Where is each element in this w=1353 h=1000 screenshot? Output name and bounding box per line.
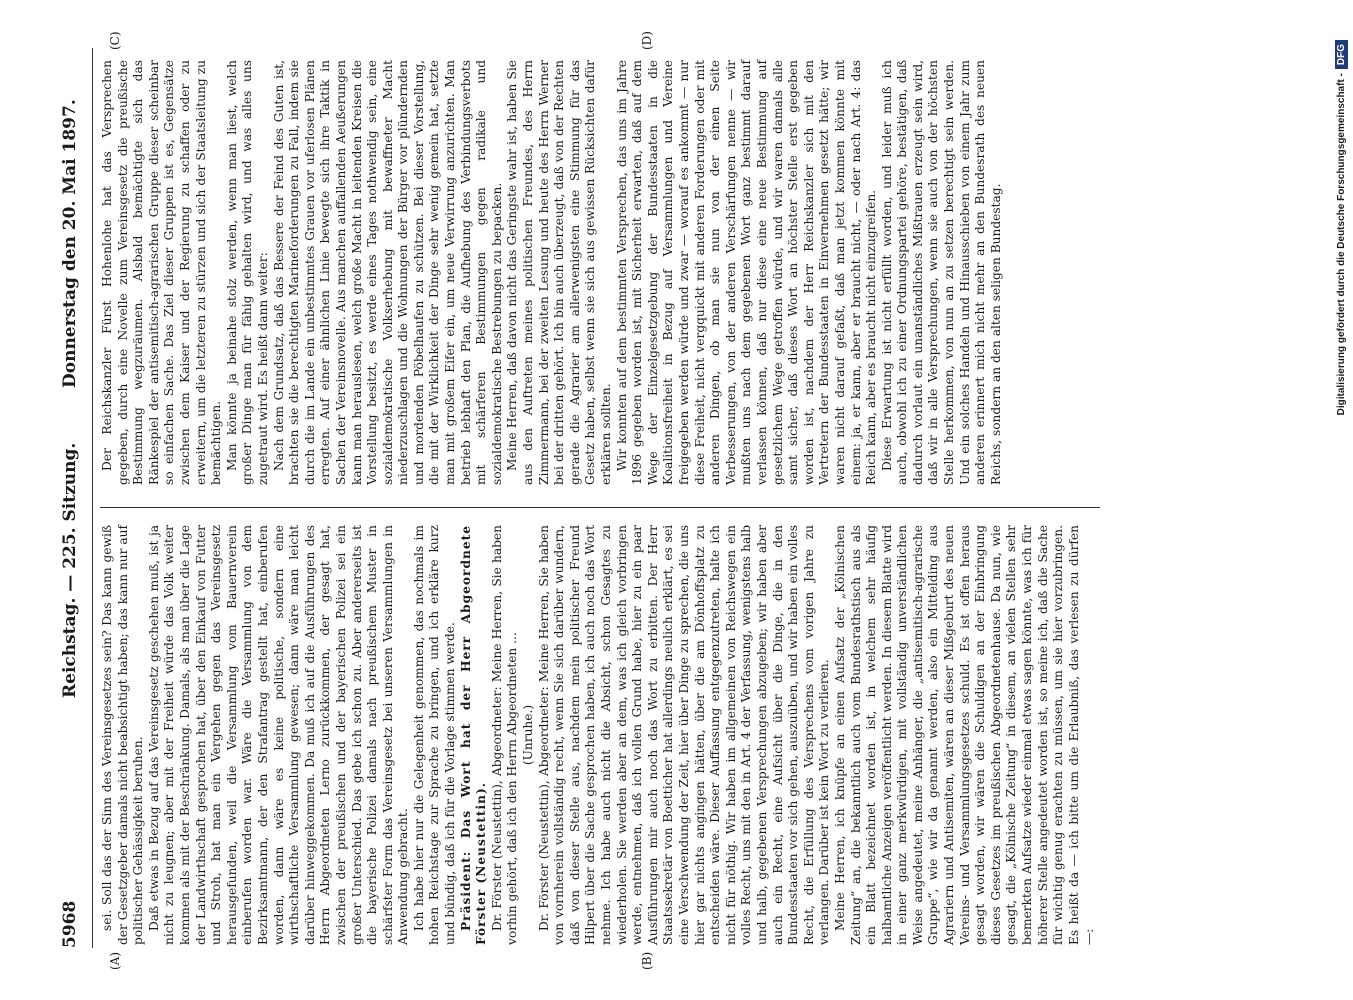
right-column bbox=[100, 60, 1004, 485]
paragraph: sei. Soll das der Sinn des Vereinsgesetzes sein? Das kann gewiß der Gesetzgeber damals nicht beabsichtigt haben; das kann nur auf politischer Gehässigkeit beruhen. bbox=[100, 525, 146, 945]
margin-marker-c: (C) bbox=[108, 31, 122, 50]
header-session: Reichstag. — 225. Sitzung. bbox=[60, 442, 80, 698]
paragraph: Dr. Förster (Neustettin), Abgeordneter: Meine Herren, Sie haben vorhin gehört, daß ich den Herrn Abgeordneten ... bbox=[489, 525, 520, 945]
header-rule bbox=[92, 48, 93, 948]
dfg-logo: DFG bbox=[1335, 40, 1348, 69]
quote-paragraph: Nach dem Grundsatz, daß das Bessere der Feind des Guten ist, brachten sie die berechtigten Marineforderungen zu Fall, indem sie durch die im Lande ein unbestimmtes Grauen vor uferlosen Plänen erregten. Auf einer ähnlichen Linie bewegte sich ihre Taktik in Sachen der Vereinsnovelle. Aus manchen auffallenden Aeußerungen kann man herauslesen, welch große Macht in leitenden Kreisen die Vorstellung besitzt, es werde eines Tages nothwendig sein, eine sozialdemokratische Volkserhebung mit bewaffneter Macht niederzuschlagen und die Wohnungen der Bürger vor plündernden und mordenden Pöbelhaufen zu schützen. Bei dieser Vorstellung, die mit der Wirklichkeit der Dinge sehr wenig gemein hat, setzte man mit großem Eifer ein, um neue Verwirrung anzurichten. Man betrieb lebhaft den Plan, die Aufhebung des Verbindungsverbots mit schärferen Bestimmungen gegen radikale und sozialdemokratische Bestrebungen zu bepacken. bbox=[271, 60, 504, 485]
margin-marker-b: (B) bbox=[640, 951, 654, 970]
left-column bbox=[100, 525, 1098, 945]
paragraph: Diese Erwartung ist nicht erfüllt worden, und leider muß ich auch, obwohl ich zu einer Ordnungspartei gehöre, bestätigen, daß dadurch vorlaut ein unanständliches Mißtrauen erzeugt sein wird, daß wir in alle Versprechungen, wenn sie auch von der höchsten Stelle herkommen, von nun an zu setzen berechtigt sein werden. Und ein solches Handeln und Hinausschieben von einem Jahr zum anderen erinnert mich nicht mehr an den Bundesrath des neuen Reichs, sondern an den alten seligen Bundestag. bbox=[879, 60, 1003, 485]
paragraph: Meine Herren, ich knüpfe an einen Aufsatz der „Kölnischen Zeitung“ an, die bekanntlich auch vom Bundesrathstisch aus als ein Blatt bezeichnet worden ist, in welchem sehr häufig halbamtliche Anzeigen veröffentlicht werden. In diesem Blatte wird in einer ganz merkwürdigen, mit vollständig unverständlichen Weise angedeutet, meine Anhänger, die „antisemitisch-agrarische Gruppe“, wie wir da genannt werden, also ein Mittelding aus Agrariern und Antisemiten, wären an dieser Mißgeburt des neuen Vereins- und Versammlungsgesetzes schuld. Es ist offen heraus gesagt worden, wir wären die Schuldigen an der Einbringung dieses Gesetzes im preußischen Abgeordnetenhause. Da nun, wie gesagt, die „Kölnische Zeitung“ in diesem, an vielen Stellen sehr bemerkten Aufsatze wieder einmal etwas sagen könnte, was ich für höherer Stelle angedeutet worden ist, so meine ich, daß die Sache für wichtig genug erachten zu müssen, um sie hier vorzubringen. Es heißt da — ich bitte um die Erlaubniß, das verlesen zu dürfen —: bbox=[832, 525, 1097, 945]
page-number: 5968 bbox=[60, 900, 80, 948]
digitization-footer bbox=[1335, 40, 1348, 960]
page-header bbox=[60, 48, 88, 948]
margin-marker-a: (A) bbox=[108, 951, 122, 970]
paragraph: Meine Herren, daß davon nicht das Geringste wahr ist, haben Sie aus den Auftreten meines politischen Freundes, des Herrn Zimmermann, bei der zweiten Lesung und heute des Herrn Werner bei der dritten gehört. Ich bin auch überzeugt, daß von der Rechten gerade die Agrarier am allerwenigsten eine Stimmung für das Gesetz haben, selbst wenn sie sich aus gewissen Rücksichten dafür erklären sollten. bbox=[505, 60, 613, 485]
margin-marker-d: (D) bbox=[640, 31, 654, 50]
header-date: Donnerstag den 20. Mai 1897. bbox=[60, 99, 80, 388]
speaker-line: Präsident: Das Wort hat der Herr Abgeordnete Förster (Neustettin). bbox=[458, 525, 489, 945]
paragraph: Ich habe hier nur die Gelegenheit genommen, das nochmals im hohen Reichstage zur Sprache zu bringen, und ich erkläre kurz und bündig, daß ich für die Vorlage stimmen werde. bbox=[411, 525, 458, 945]
paragraph: Man könnte ja beinahe stolz werden, wenn man liest, welch großer Dinge man für fähig gehalten wird, und was alles uns zugetraut wird. Es heißt dann weiter: bbox=[224, 60, 270, 485]
paragraph: Wir konnten auf dem bestimmten Versprechen, das uns im Jahre 1896 gegeben worden ist, mit Sicherheit erwarten, daß auf dem Wege der Einzelgesetzgebung der Bundesstaaten in die Koalitionsfreiheit in Bezug auf Versammlungen und Vereine freigegeben werden würde und zwar — worauf es ankommt — nur diese Freiheit, nicht vergquickt mit anderen Forderungen oder mit anderen Dingen, ob man sie nun von der einen Seite Verbesserungen, von der anderen Verschärfungen nenne — wir mußten uns nach dem gegebenen Wort ganz bestimmt darauf verlassen können, daß nur diese eine neue Bestimmung auf gesetzlichem Wege getroffen würde, und wir waren damals alle samt sicher, daß dieses Wort an höchster Stelle erst gegeben worden ist, nachdem der Herr Reichskanzler sich mit den Vertretern der Bundesstaaten in Einvernehmen gesetzt hätte; wir waren nicht darauf gefaßt, daß man jetzt kommen könnte mit einem: ja, er kann, aber er braucht nicht, — oder nach Art. 4: das Reich kann, aber es braucht nicht einzugreifen. bbox=[614, 60, 879, 485]
paragraph: Dr. Förster (Neustettin), Abgeordneter: Meine Herren, Sie haben von vornherein vollständig recht, wenn Sie sich darüber wundern, daß von dieser Stelle aus, nachdem mein politischer Freund Hilpert über die Sache gesprochen haben, ich auch noch das Wort nehme. Ich habe auch nicht die Absicht, schon Gesagtes zu wiederholen. Sie werden aber an dem, was ich gleich vorbringen werde, entnehmen, daß ich vollen Grund habe, hier zu ein paar Ausführungen mir auch noch das Wort zu erbitten. Der Herr Staatssekretär von Boetticher hat allerdings neulich erklärt, es sei eine Verschwendung der Zeit, hier über Dinge zu sprechen, die uns hier gar nichts angingen hätten, über die am Dönhoffsplatz zu entscheiden wäre. Dieser Auffassung entgegenzutreten, halte ich nicht für nöthig. Wir haben im allgemeinen von Reichswegen ein volles Recht, uns mit den in Art. 4 der Verfassung, wenigstens halb und halb, gegebenen Versprechungen abzugeben; wir haben aber auch ein Recht, eine Aufsicht über die Dinge, die in den Bundesstaaten vor sich gehen, auszuüben, und wir haben ein volles Recht, die Erfüllung des Versprechens vom vorigen Jahre zu verlangen. Darüber ist kein Wort zu verlieren. bbox=[536, 525, 832, 945]
quote-paragraph: Der Reichskanzler Fürst Hohenlohe hat das Versprechen gegeben, durch eine Novelle zum Vereinsgesetz die preußische Bestimmung wegzuräumen. Alsbald bemächtigte sich das Ränkespiel der antisemitisch-agrarischen Gruppe dieser scheinbar so einfachen Sache. Das Ziel dieser Gruppen ist es, Gegensätze zwischen dem Kaiser und der Regierung zu schaffen oder zu erweitern, um die letzteren zu stürzen und sich der Staatsleitung zu bemächtigen. bbox=[100, 60, 224, 485]
column-divider bbox=[100, 507, 1100, 508]
interjection: (Unruhe.) bbox=[521, 704, 536, 766]
footer-text: Digitalisierung gefördert durch die Deutsche Forschungsgemeinschaft - bbox=[1336, 73, 1347, 416]
paragraph: Daß etwas in Bezug auf das Vereinsgesetz geschehen muß, ist ja nicht zu leugnen; aber mit der Freiheit würde das Volk weiter kommen als mit der Beschränkung. Damals, als man über die Lage der Landwirthschaft gesprochen hat, über den Einkauf von Futter und Stroh, hat man ein Vergehen gegen das Vereinsgesetz herausgefunden, weil die Versammlung vom Bauernverein einberufen worden war. Wäre die Versammlung von dem Bezirksamtmann, der den Strafantrag gestellt hat, einberufen worden, dann wäre es keine politische, sondern eine wirthschaftliche Versammlung gewesen; dann wäre man leicht darüber hinweggekommen. Da muß ich auf die Ausführungen des Herrn Abgeordneten Lerno zurückkommen, der gesagt hat, zwischen der preußischen und der bayerischen Polizei sei ein großer Unterschied. Das gebe ich schon zu. Aber andererseits ist die bayerische Polizei damals nach preußischem Muster in schärfster Form das Vereinsgesetz bei unseren Versammlungen in Anwendung gebracht. bbox=[146, 525, 411, 945]
